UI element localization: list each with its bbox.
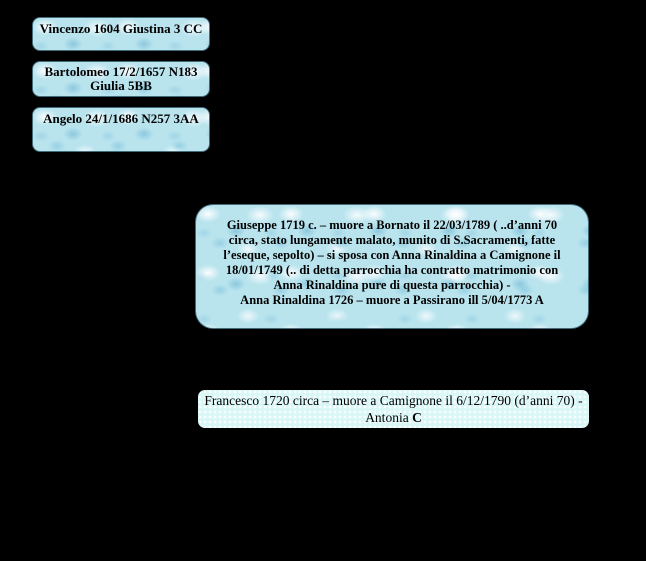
- person-box-angelo: [32, 107, 210, 152]
- francesco-spouse-initial: C: [412, 409, 422, 425]
- person-text-vincenzo: Vincenzo 1604 Giustina 3 CC: [39, 21, 203, 36]
- person-text-bartolomeo-line2: Giulia 5BB: [90, 78, 152, 93]
- francesco-spouse-name: Antonia: [365, 409, 413, 425]
- francesco-line-2: [198, 410, 589, 427]
- francesco-line-1: Francesco 1720 circa – muore a Camignone il 6/12/1790 (d’anni 70) -: [204, 393, 583, 408]
- person-box-giuseppe: [195, 204, 589, 329]
- giuseppe-line-3: l’eseque, sepolto) – si sposa con Anna Rinaldina a Camignone il: [223, 248, 561, 262]
- person-text-angelo: Angelo 24/1/1686 N257 3AA: [43, 111, 199, 126]
- person-box-francesco: [197, 389, 590, 429]
- person-box-bartolomeo: [32, 61, 210, 97]
- giuseppe-line-5: Anna Rinaldina pure di questa parrocchia) -: [273, 278, 511, 292]
- giuseppe-line-6: Anna Rinaldina 1726 – muore a Passirano ill 5/04/1773 A: [240, 293, 544, 307]
- giuseppe-line-2: circa, stato lungamente malato, munito di S.Sacramenti, fatte: [228, 233, 556, 247]
- person-box-vincenzo: [32, 17, 210, 51]
- person-text-bartolomeo-line1: Bartolomeo 17/2/1657 N183: [44, 64, 198, 79]
- giuseppe-line-4: 18/01/1749 (.. di detta parrocchia ha contratto matrimonio con: [225, 263, 559, 277]
- giuseppe-line-1: Giuseppe 1719 c. – muore a Bornato il 22/03/1789 ( ..d’anni 70: [226, 218, 558, 232]
